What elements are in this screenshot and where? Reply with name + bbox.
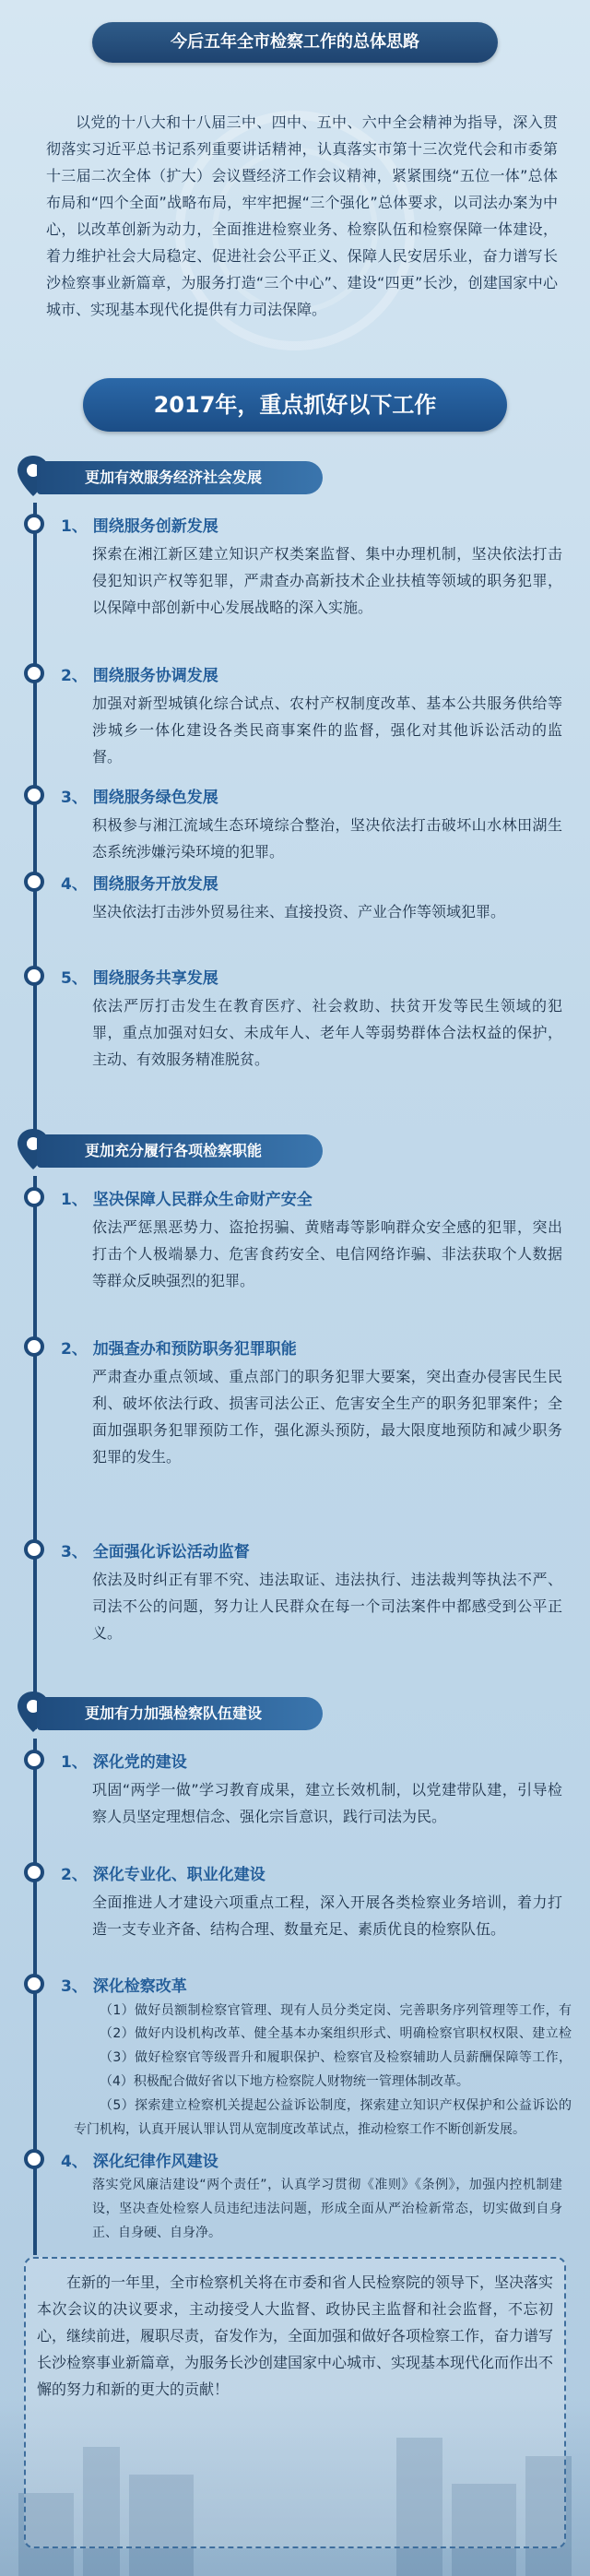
item-text: 依法及时纠正有罪不究、违法取证、违法执行、违法裁判等执法不严、司法不公的问题，努力让人民群众在每一个司法案件中都感受到公平正义。 bbox=[92, 1571, 562, 1642]
item-title: 2、 加强查办和预防职务犯罪职能 bbox=[61, 1340, 297, 1359]
timeline-dot bbox=[24, 2149, 44, 2169]
item-text: 全面推进人才建设六项重点工程，深入开展各类检察业务培训，着力打造一支专业齐备、结构合理、数量充足、素质优良的检察队伍。 bbox=[92, 1893, 562, 1938]
timeline-dot bbox=[24, 1539, 44, 1560]
item-text: 依法严厉打击发生在教育医疗、社会救助、扶贫开发等民生领域的犯罪，重点加强对妇女、未成年人、老年人等弱势群体合法权益的保护，主动、有效服务精准脱贫。 bbox=[92, 997, 562, 1068]
intro-paragraph: 以党的十八大和十八届三中、四中、五中、六中全会精神为指导，深入贯彻落实习近平总书记系列重要讲话精神，认真落实市第十三次党代会和市委第十三届二次全体（扩大）会议暨经济工作会议精神，紧紧围绕“五位一体”总体布局和“四个全面”战略布局，牢牢把握“三个强化”总体要求，以司法办案为中心，以改革创新为动力，全面推进检察业务、检察队伍和检察保障一体建设，着力维护社会大局稳定、促进社会公平正义、保障人民安居乐业，奋力谱写长沙检察事业新篇章，为服务打造“三个中心”、建设“四更”长沙，创建国家中心城市、实现基本现代化提供有力司法保障。 bbox=[46, 113, 558, 318]
item-text: 巩固“两学一做”学习教育成果，建立长效机制，以党建带队建，引导检察人员坚定理想信念、强化宗旨意识，践行司法为民。 bbox=[92, 1781, 562, 1825]
banner-title: 2017年，重点抓好以下工作 bbox=[83, 378, 507, 432]
item-title: 1、 围绕服务创新发展 bbox=[61, 517, 218, 536]
item-title: 1、 深化党的建设 bbox=[61, 1753, 187, 1772]
item-title: 4、 围绕服务开放发展 bbox=[61, 875, 218, 894]
timeline-dot bbox=[24, 663, 44, 683]
item-text: 依法严惩黑恶势力、盗抢拐骗、黄赌毒等影响群众安全感的犯罪，突出打击个人极端暴力、危害食药安全、电信网络诈骗、非法获取个人数据等群众反映强烈的犯罪。 bbox=[92, 1218, 562, 1289]
item-text: 坚决依法打击涉外贸易往来、直接投资、产业合作等领域犯罪。 bbox=[92, 903, 506, 920]
reform-sub-4: （4）积极配合做好省以下地方检察院人财物统一管理体制改革。 bbox=[100, 2074, 469, 2089]
item-title: 3、 围绕服务绿色发展 bbox=[61, 789, 218, 807]
item-text: 落实党风廉洁建设“两个责任”，认真学习贯彻《准则》《条例》，加强内控机制建设，坚决查处检察人员违纪违法问题，形成全面从严治检新常态，切实做到自身正、自身硬、自身净。 bbox=[92, 2178, 562, 2240]
timeline-line bbox=[33, 503, 37, 1139]
timeline-dot bbox=[24, 1862, 44, 1882]
timeline-dot bbox=[24, 514, 44, 534]
item-title: 2、 围绕服务协调发展 bbox=[61, 667, 218, 685]
item-title: 3、 全面强化诉讼活动监督 bbox=[61, 1543, 250, 1561]
item-title: 1、 坚决保障人民群众生命财产安全 bbox=[61, 1191, 313, 1209]
section-header-team: 更加有力加强检察队伍建设 bbox=[37, 1697, 323, 1730]
item-text: 严肃查办重点领域、重点部门的职务犯罪大要案，突出查办侵害民生民利、破坏依法行政、损害司法公正、危害安全生产的职务犯罪案件；全面加强职务犯罪预防工作，强化源头预防，最大限度地预防和减少职务犯罪的发生。 bbox=[92, 1368, 562, 1466]
item-text: 探索在湘江新区建立知识产权类案监督、集中办理机制，坚决依法打击侵犯知识产权等犯罪，严肃查办高新技术企业扶植等领域的职务犯罪，以保障中部创新中心发展战略的深入实施。 bbox=[92, 545, 562, 616]
timeline-dot bbox=[24, 872, 44, 892]
item-text: 积极参与湘江流域生态环境综合整治，坚决依法打击破坏山水林田湖生态系统涉嫌污染环境的犯罪。 bbox=[92, 816, 562, 861]
item-title: 5、 围绕服务共享发展 bbox=[61, 969, 218, 988]
item-text: 加强对新型城镇化综合试点、农村产权制度改革、基本公共服务供给等涉城乡一体化建设各类民商事案件的监督，强化对其他诉讼活动的监督。 bbox=[92, 694, 562, 766]
timeline-dot bbox=[24, 1336, 44, 1357]
timeline-dot bbox=[24, 785, 44, 805]
timeline-dot bbox=[24, 1187, 44, 1207]
header-title: 今后五年全市检察工作的总体思路 bbox=[92, 22, 498, 63]
reform-sub-3: （3）做好检察官等级晋升和履职保护、检察官及检察辅助人员薪酬保障等工作， bbox=[100, 2050, 572, 2065]
item-title: 4、 深化纪律作风建设 bbox=[61, 2153, 218, 2171]
timeline-dot bbox=[24, 1750, 44, 1770]
section-header-economy: 更加有效服务经济社会发展 bbox=[37, 461, 323, 494]
reform-sub-2: （2）做好内设机构改革、健全基本办案组织形式、明确检察官职权权限、建立检 bbox=[100, 2026, 572, 2041]
reform-sub-5: （5）探索建立检察机关提起公益诉讼制度，探索建立知识产权保护和公益诉讼的专门机构，认真开展认罪认罚从宽制度改革试点，推动检察工作不断创新发展。 bbox=[74, 2098, 572, 2137]
item-title: 2、 深化专业化、职业化建设 bbox=[61, 1866, 266, 1884]
closing-paragraph: 在新的一年里，全市检察机关将在市委和省人民检察院的领导下，坚决落实本次会议的决议要求，主动接受人大监督、政协民主监督和社会监督，不忘初心，继续前进，履职尽责，奋发作为，全面加强和做好各项检察工作，奋力谱写长沙检察事业新篇章，为服务长沙创建国家中心城市、实现基本现代化而作出不懈的努力和新的更大的贡献！ bbox=[37, 2273, 554, 2398]
item-title: 3、 深化检察改革 bbox=[61, 1977, 187, 1996]
timeline-dot bbox=[24, 1974, 44, 1994]
reform-sub-1: （1）做好员额制检察官管理、现有人员分类定岗、完善职务序列管理等工作，有 bbox=[100, 2003, 572, 2018]
timeline-line bbox=[33, 1739, 37, 2255]
timeline-line bbox=[33, 1176, 37, 1729]
timeline-dot bbox=[24, 966, 44, 986]
section-header-functions: 更加充分履行各项检察职能 bbox=[37, 1134, 323, 1168]
